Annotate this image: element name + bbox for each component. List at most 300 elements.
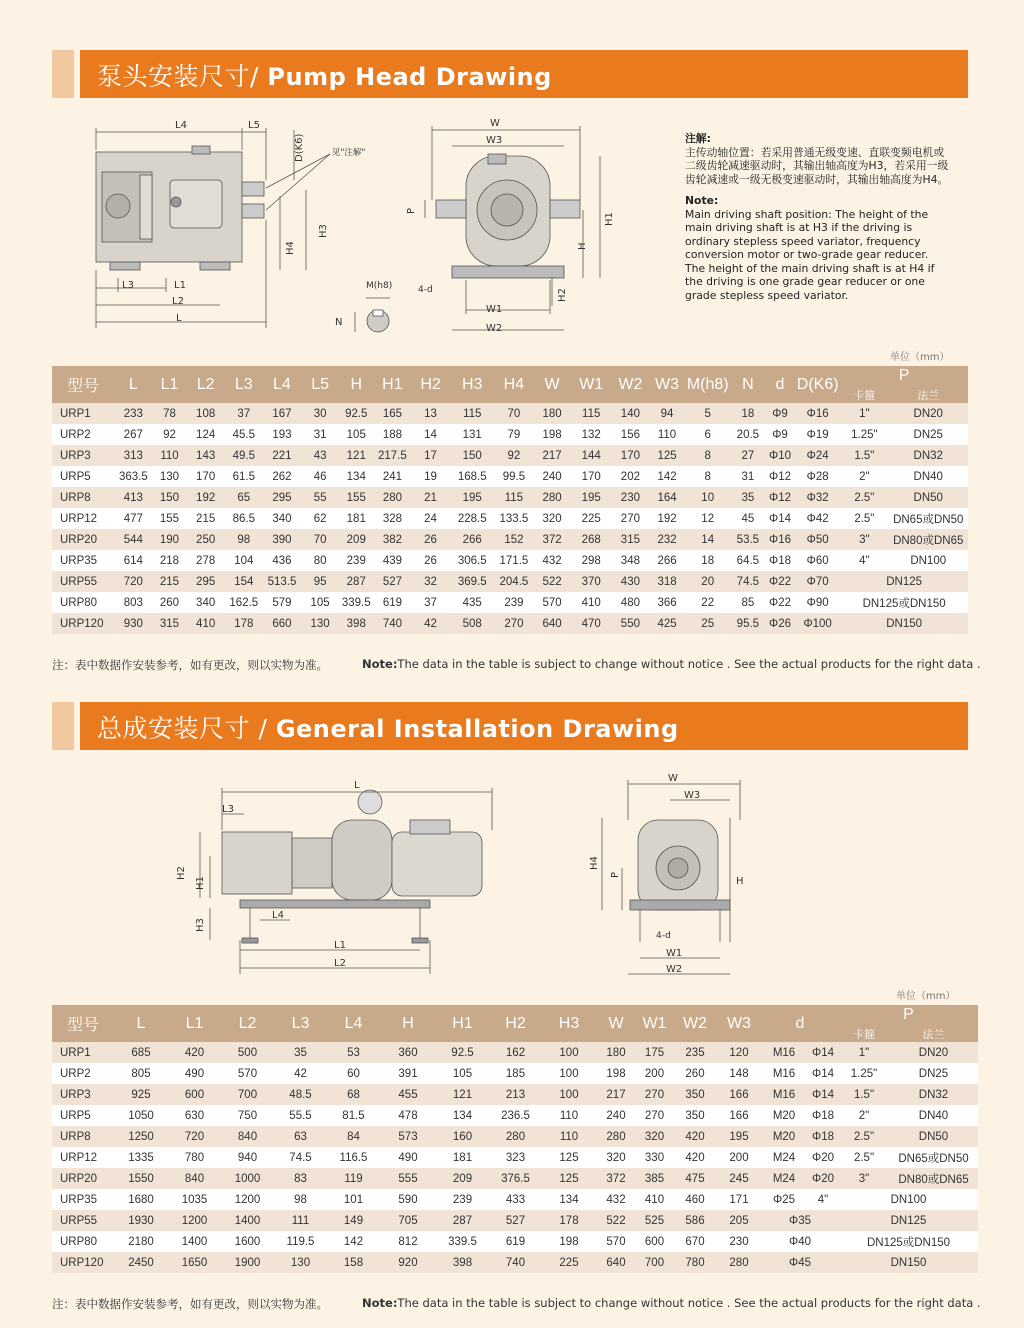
table-cell: 74.5 (731, 571, 765, 592)
table-cell: 192 (649, 508, 684, 529)
table-cell: 4" (807, 1189, 839, 1210)
table-cell: 218 (152, 550, 186, 571)
column-header: H (339, 366, 373, 403)
label-L1: L1 (174, 280, 186, 291)
table-cell: Φ26 (765, 613, 795, 634)
footnote-en-bold: Note: (362, 657, 398, 671)
table-cell: 19 (411, 466, 449, 487)
table-cell: 270 (611, 508, 649, 529)
table-cell: 2180 (114, 1231, 168, 1252)
table-cell: Φ14 (765, 508, 795, 529)
table-cell: 20.5 (731, 424, 765, 445)
table-cell: Φ16 (765, 529, 795, 550)
table-cell: 720 (114, 571, 152, 592)
table-cell: 262 (263, 466, 301, 487)
table-cell: 490 (168, 1063, 221, 1084)
column-header: L4 (263, 366, 301, 403)
table-cell: 17 (411, 445, 449, 466)
column-header: W1 (636, 1005, 673, 1042)
table-cell: 204.5 (495, 571, 533, 592)
label-W3: W3 (486, 135, 503, 146)
table-cell: 600 (636, 1231, 673, 1252)
table-cell: 413 (114, 487, 152, 508)
table-cell: 83 (274, 1168, 327, 1189)
table-cell: 1.25" (839, 1063, 889, 1084)
table-cell: Φ20 (807, 1168, 839, 1189)
table-cell: Φ42 (795, 508, 840, 529)
table-cell: Φ50 (795, 529, 840, 550)
table-cell: Φ32 (795, 487, 840, 508)
table-cell: DN150 (840, 613, 968, 634)
table-cell: 1" (840, 403, 888, 424)
table-cell: 98 (225, 529, 263, 550)
table-cell: DN80或DN65 (888, 529, 968, 550)
table-cell: 1050 (114, 1105, 168, 1126)
table-cell: 295 (187, 571, 225, 592)
table-cell: 111 (274, 1210, 327, 1231)
table-cell: M16 (761, 1063, 807, 1084)
label-H1: H1 (604, 212, 615, 226)
table-cell: M16 (761, 1084, 807, 1105)
column-header: W3 (649, 366, 684, 403)
table-cell: 167 (263, 403, 301, 424)
table-cell: 92.5 (436, 1042, 489, 1063)
table-cell: 287 (436, 1210, 489, 1231)
table-cell: 2" (839, 1105, 889, 1126)
table-cell: 84 (327, 1126, 380, 1147)
table-cell: 13 (411, 403, 449, 424)
table-row (52, 1168, 978, 1189)
table-cell: 43 (301, 445, 339, 466)
label-L2: L2 (172, 296, 184, 307)
table-cell: 200 (636, 1063, 673, 1084)
table-cell: 812 (380, 1231, 436, 1252)
table-cell: 100 (542, 1063, 596, 1084)
general-installation-spec-table (52, 1005, 978, 1273)
table-cell: DN65或DN50 (889, 1147, 978, 1168)
table-cell: 239 (339, 550, 373, 571)
model-cell: URP120 (52, 613, 114, 634)
table-cell: 81.5 (327, 1105, 380, 1126)
table-cell: 570 (221, 1063, 274, 1084)
table-cell: Φ14 (807, 1084, 839, 1105)
table-cell: 2.5" (840, 508, 888, 529)
table-cell: 240 (533, 466, 571, 487)
table-cell: 215 (152, 571, 186, 592)
model-cell: URP5 (52, 466, 114, 487)
section2-banner (52, 702, 968, 750)
table-cell: 805 (114, 1063, 168, 1084)
table-cell: 318 (649, 571, 684, 592)
reducer (332, 820, 392, 900)
table-cell: 49.5 (225, 445, 263, 466)
table-cell: 152 (495, 529, 533, 550)
table-cell: 390 (263, 529, 301, 550)
label-L4: L4 (272, 910, 284, 921)
table-cell: 372 (533, 529, 571, 550)
table-cell: 217 (533, 445, 571, 466)
table-cell: 92.5 (339, 403, 373, 424)
table-cell: 313 (114, 445, 152, 466)
table-cell: 178 (225, 613, 263, 634)
label-L1: L1 (334, 940, 346, 951)
table-cell: 235 (673, 1042, 717, 1063)
table-cell: 350 (673, 1105, 717, 1126)
table-cell: Φ14 (807, 1063, 839, 1084)
table-row (52, 487, 968, 508)
table-cell: 239 (436, 1189, 489, 1210)
table-row (52, 1252, 978, 1273)
table-cell: 156 (611, 424, 649, 445)
model-cell: URP8 (52, 1126, 114, 1147)
table-row (52, 571, 968, 592)
column-header: W3 (717, 1005, 761, 1042)
table-cell: 455 (380, 1084, 436, 1105)
table-cell: 270 (636, 1084, 673, 1105)
footnote-en: The data in the table is subject to change without notice . See the actual products for the right data . (397, 657, 981, 671)
table-cell: 154 (225, 571, 263, 592)
table-cell: 241 (373, 466, 411, 487)
table-cell: Φ18 (807, 1126, 839, 1147)
table-cell: DN125 (840, 571, 968, 592)
table-cell: 148 (717, 1063, 761, 1084)
table-cell: 140 (611, 403, 649, 424)
table-cell: 190 (152, 529, 186, 550)
table-cell: 32 (411, 571, 449, 592)
table-cell: 433 (489, 1189, 542, 1210)
model-cell: URP2 (52, 424, 114, 445)
label-H4: H4 (589, 856, 600, 870)
table-cell: 46 (301, 466, 339, 487)
label-L5: L5 (248, 120, 260, 131)
table-cell: 209 (339, 529, 373, 550)
label-4d: 4-d (656, 931, 671, 941)
table-cell: 330 (636, 1147, 673, 1168)
table-cell: 21 (411, 487, 449, 508)
table-cell: 92 (495, 445, 533, 466)
table-cell: 420 (673, 1126, 717, 1147)
table-cell: 233 (114, 403, 152, 424)
table-cell: 270 (636, 1105, 673, 1126)
table-cell: 398 (339, 613, 373, 634)
table-cell: 155 (152, 508, 186, 529)
table-cell: 48.5 (274, 1084, 327, 1105)
table-cell: 1.25" (840, 424, 888, 445)
table-cell: 8 (685, 466, 731, 487)
table-cell: 370 (571, 571, 611, 592)
table-cell: 436 (263, 550, 301, 571)
table-cell: 287 (339, 571, 373, 592)
label-H4: H4 (285, 241, 296, 255)
table-cell: 74.5 (274, 1147, 327, 1168)
table-cell: 150 (152, 487, 186, 508)
table-cell: 130 (152, 466, 186, 487)
table-cell: 470 (571, 613, 611, 634)
banner-tab (52, 702, 74, 750)
section1-banner (52, 50, 968, 98)
column-header: H1 (436, 1005, 489, 1042)
table-cell: 143 (187, 445, 225, 466)
pump-head-spec-table (52, 366, 968, 634)
table-cell: 230 (717, 1231, 761, 1252)
table-cell: 160 (436, 1126, 489, 1147)
table-cell: 477 (114, 508, 152, 529)
table-row (52, 613, 968, 634)
label-W1: W1 (486, 304, 503, 315)
table-cell: 217.5 (373, 445, 411, 466)
table-cell: 150 (450, 445, 495, 466)
table-cell: 95 (301, 571, 339, 592)
table-row (52, 1063, 978, 1084)
note-cn-text: 主传动轴位置：若采用普通无级变速、直联变频电机或二级齿轮减速驱动时，其输出轴高度为H3，若采用一级齿轮减速或一级无极变速驱动时，其输出轴高度为H4。 (685, 145, 949, 186)
column-header: M(h8) (685, 366, 731, 403)
column-header: W (596, 1005, 636, 1042)
table-cell: 705 (380, 1210, 436, 1231)
model-cell: URP80 (52, 1231, 114, 1252)
table-cell: 105 (436, 1063, 489, 1084)
table-cell: 200 (717, 1147, 761, 1168)
label-H: H (577, 242, 588, 250)
table-cell: 14 (685, 529, 731, 550)
table-cell: 640 (596, 1252, 636, 1273)
table-cell: 573 (380, 1126, 436, 1147)
pump-head-side (222, 832, 292, 894)
table-cell: 840 (168, 1168, 221, 1189)
table-cell: 480 (611, 592, 649, 613)
table-cell: 171 (717, 1189, 761, 1210)
column-header: H3 (542, 1005, 596, 1042)
label-4d: 4-d (418, 285, 433, 295)
table-cell: 12 (685, 508, 731, 529)
section2-title (97, 709, 679, 745)
section1-title-cn: 泵头安装尺寸/ (97, 62, 259, 91)
table-cell: 475 (673, 1168, 717, 1189)
model-cell: URP20 (52, 529, 114, 550)
table-cell: 2.5" (840, 487, 888, 508)
table-cell: 125 (542, 1168, 596, 1189)
table-cell: 26 (411, 550, 449, 571)
table-cell: 142 (649, 466, 684, 487)
column-header: W1 (571, 366, 611, 403)
table-cell: 600 (168, 1084, 221, 1105)
table-cell: DN100 (839, 1189, 978, 1210)
column-header: L3 (274, 1005, 327, 1042)
column-subheader: 法兰 (888, 386, 968, 403)
table-cell: 131 (450, 424, 495, 445)
section1-title (97, 57, 552, 93)
unit-label-2: 单位（mm） (896, 991, 956, 1002)
table-cell: 171.5 (495, 550, 533, 571)
model-cell: URP2 (52, 1063, 114, 1084)
table-cell: Φ60 (795, 550, 840, 571)
table-cell: 86.5 (225, 508, 263, 529)
table-cell: 20 (685, 571, 731, 592)
table-cell: 366 (649, 592, 684, 613)
column-header: 型号 (52, 366, 114, 403)
table-cell: 62 (301, 508, 339, 529)
table-cell: 527 (373, 571, 411, 592)
table-cell: 1335 (114, 1147, 168, 1168)
table-cell: 100 (542, 1042, 596, 1063)
table-cell: 236.5 (489, 1105, 542, 1126)
table-cell: 2" (840, 466, 888, 487)
table-cell: Φ9 (765, 403, 795, 424)
table-cell: 614 (114, 550, 152, 571)
table-header-row (52, 1005, 978, 1025)
table-cell: 1680 (114, 1189, 168, 1210)
table-cell: DN80或DN65 (889, 1168, 978, 1189)
table-cell: 268 (571, 529, 611, 550)
table-cell: 119 (327, 1168, 380, 1189)
table-cell: 24 (411, 508, 449, 529)
column-header: L4 (327, 1005, 380, 1042)
table-cell: 132 (571, 424, 611, 445)
table-cell: 225 (571, 508, 611, 529)
table-cell: 328 (373, 508, 411, 529)
table-cell: 266 (649, 550, 684, 571)
table-cell: 280 (373, 487, 411, 508)
table-cell: 80 (301, 550, 339, 571)
table-cell: Φ14 (807, 1042, 839, 1063)
footnote-cn: 注：表中数据作安装参考，如有更改，则以实物为准。 (52, 658, 328, 672)
label-P: P (406, 207, 417, 214)
table-cell: 31 (301, 424, 339, 445)
table-cell: Φ40 (761, 1231, 839, 1252)
model-cell: URP35 (52, 550, 114, 571)
model-cell: URP3 (52, 1084, 114, 1105)
table-header-row (52, 366, 968, 386)
table-cell: 522 (533, 571, 571, 592)
table-cell: 94 (649, 403, 684, 424)
table-cell: 101 (327, 1189, 380, 1210)
table-cell: 1400 (221, 1210, 274, 1231)
table-cell: 142 (327, 1231, 380, 1252)
table-cell: 215 (187, 508, 225, 529)
model-cell: URP5 (52, 1105, 114, 1126)
label-W: W (668, 773, 678, 784)
table-cell: 202 (611, 466, 649, 487)
table-cell: 100 (542, 1084, 596, 1105)
table-cell: 460 (673, 1189, 717, 1210)
column-header: L (114, 1005, 168, 1042)
column-header: W2 (611, 366, 649, 403)
model-cell: URP20 (52, 1168, 114, 1189)
label-P: P (610, 871, 621, 878)
table-cell: 130 (301, 613, 339, 634)
section2-title-cn: 总成安装尺寸 / (97, 714, 268, 743)
table-cell: 195 (450, 487, 495, 508)
table-cell: DN25 (889, 1063, 978, 1084)
table-cell: 105 (301, 592, 339, 613)
table-cell: 27 (731, 445, 765, 466)
table-cell: 155 (339, 487, 373, 508)
table-cell: 170 (187, 466, 225, 487)
table-cell: 125 (542, 1147, 596, 1168)
table-cell: 3" (839, 1168, 889, 1189)
table-cell: 110 (542, 1105, 596, 1126)
table-cell: 61.5 (225, 466, 263, 487)
table-cell: Φ90 (795, 592, 840, 613)
table-cell: DN65或DN50 (888, 508, 968, 529)
table-cell: 522 (596, 1210, 636, 1231)
table-cell: 360 (380, 1042, 436, 1063)
table-cell: 105 (339, 424, 373, 445)
column-header: P (839, 1005, 978, 1025)
table-cell: Φ19 (795, 424, 840, 445)
table-cell: 166 (717, 1084, 761, 1105)
label-W1: W1 (666, 948, 683, 959)
model-cell: URP35 (52, 1189, 114, 1210)
model-cell: URP55 (52, 1210, 114, 1231)
label-see-note: 见"注解" (332, 148, 366, 158)
label-W2: W2 (486, 323, 503, 334)
table-cell: 35 (731, 487, 765, 508)
table-cell: 42 (274, 1063, 327, 1084)
table-cell: 3" (840, 529, 888, 550)
table-cell: 110 (542, 1126, 596, 1147)
table-cell: 79 (495, 424, 533, 445)
column-header: H1 (373, 366, 411, 403)
table-cell: M24 (761, 1147, 807, 1168)
gauge-icon (358, 790, 382, 814)
table-row (52, 424, 968, 445)
table-cell: 840 (221, 1126, 274, 1147)
table-cell: 315 (611, 529, 649, 550)
column-header: L1 (168, 1005, 221, 1042)
table-cell: 162.5 (225, 592, 263, 613)
label-H: H (736, 876, 744, 887)
section2-title-en: General Installation Drawing (275, 715, 679, 743)
table-cell: 340 (263, 508, 301, 529)
table-cell: 391 (380, 1063, 436, 1084)
table-cell: 920 (380, 1252, 436, 1273)
table-cell: DN125或DN150 (840, 592, 968, 613)
column-header: L2 (187, 366, 225, 403)
footnote-2 (52, 1296, 981, 1312)
table-row (52, 1189, 978, 1210)
table-cell: 37 (411, 592, 449, 613)
table-cell: 570 (533, 592, 571, 613)
table-cell: 228.5 (450, 508, 495, 529)
table-row (52, 466, 968, 487)
table-cell: 278 (187, 550, 225, 571)
model-cell: URP3 (52, 445, 114, 466)
label-H2: H2 (557, 288, 568, 302)
table-cell: 180 (533, 403, 571, 424)
table-cell: 619 (373, 592, 411, 613)
column-header: L5 (301, 366, 339, 403)
table-cell: 2.5" (839, 1126, 889, 1147)
table-cell: 685 (114, 1042, 168, 1063)
table-cell: 108 (187, 403, 225, 424)
table-row (52, 508, 968, 529)
column-header: 型号 (52, 1005, 114, 1042)
table-cell: 195 (717, 1126, 761, 1147)
table-cell: 280 (533, 487, 571, 508)
footnote-en: The data in the table is subject to change without notice . See the actual products for the right data . (397, 1296, 981, 1310)
table-cell: DN20 (888, 403, 968, 424)
table-cell: 115 (571, 403, 611, 424)
table-cell: 121 (339, 445, 373, 466)
table-cell: 10 (685, 487, 731, 508)
table-cell: 1035 (168, 1189, 221, 1210)
table-cell: 213 (489, 1084, 542, 1105)
table-cell: 115 (495, 487, 533, 508)
column-header: L1 (152, 366, 186, 403)
table-cell: 320 (636, 1126, 673, 1147)
label-Mh8: M(h8) (366, 281, 393, 291)
table-cell: DN125或DN150 (839, 1231, 978, 1252)
